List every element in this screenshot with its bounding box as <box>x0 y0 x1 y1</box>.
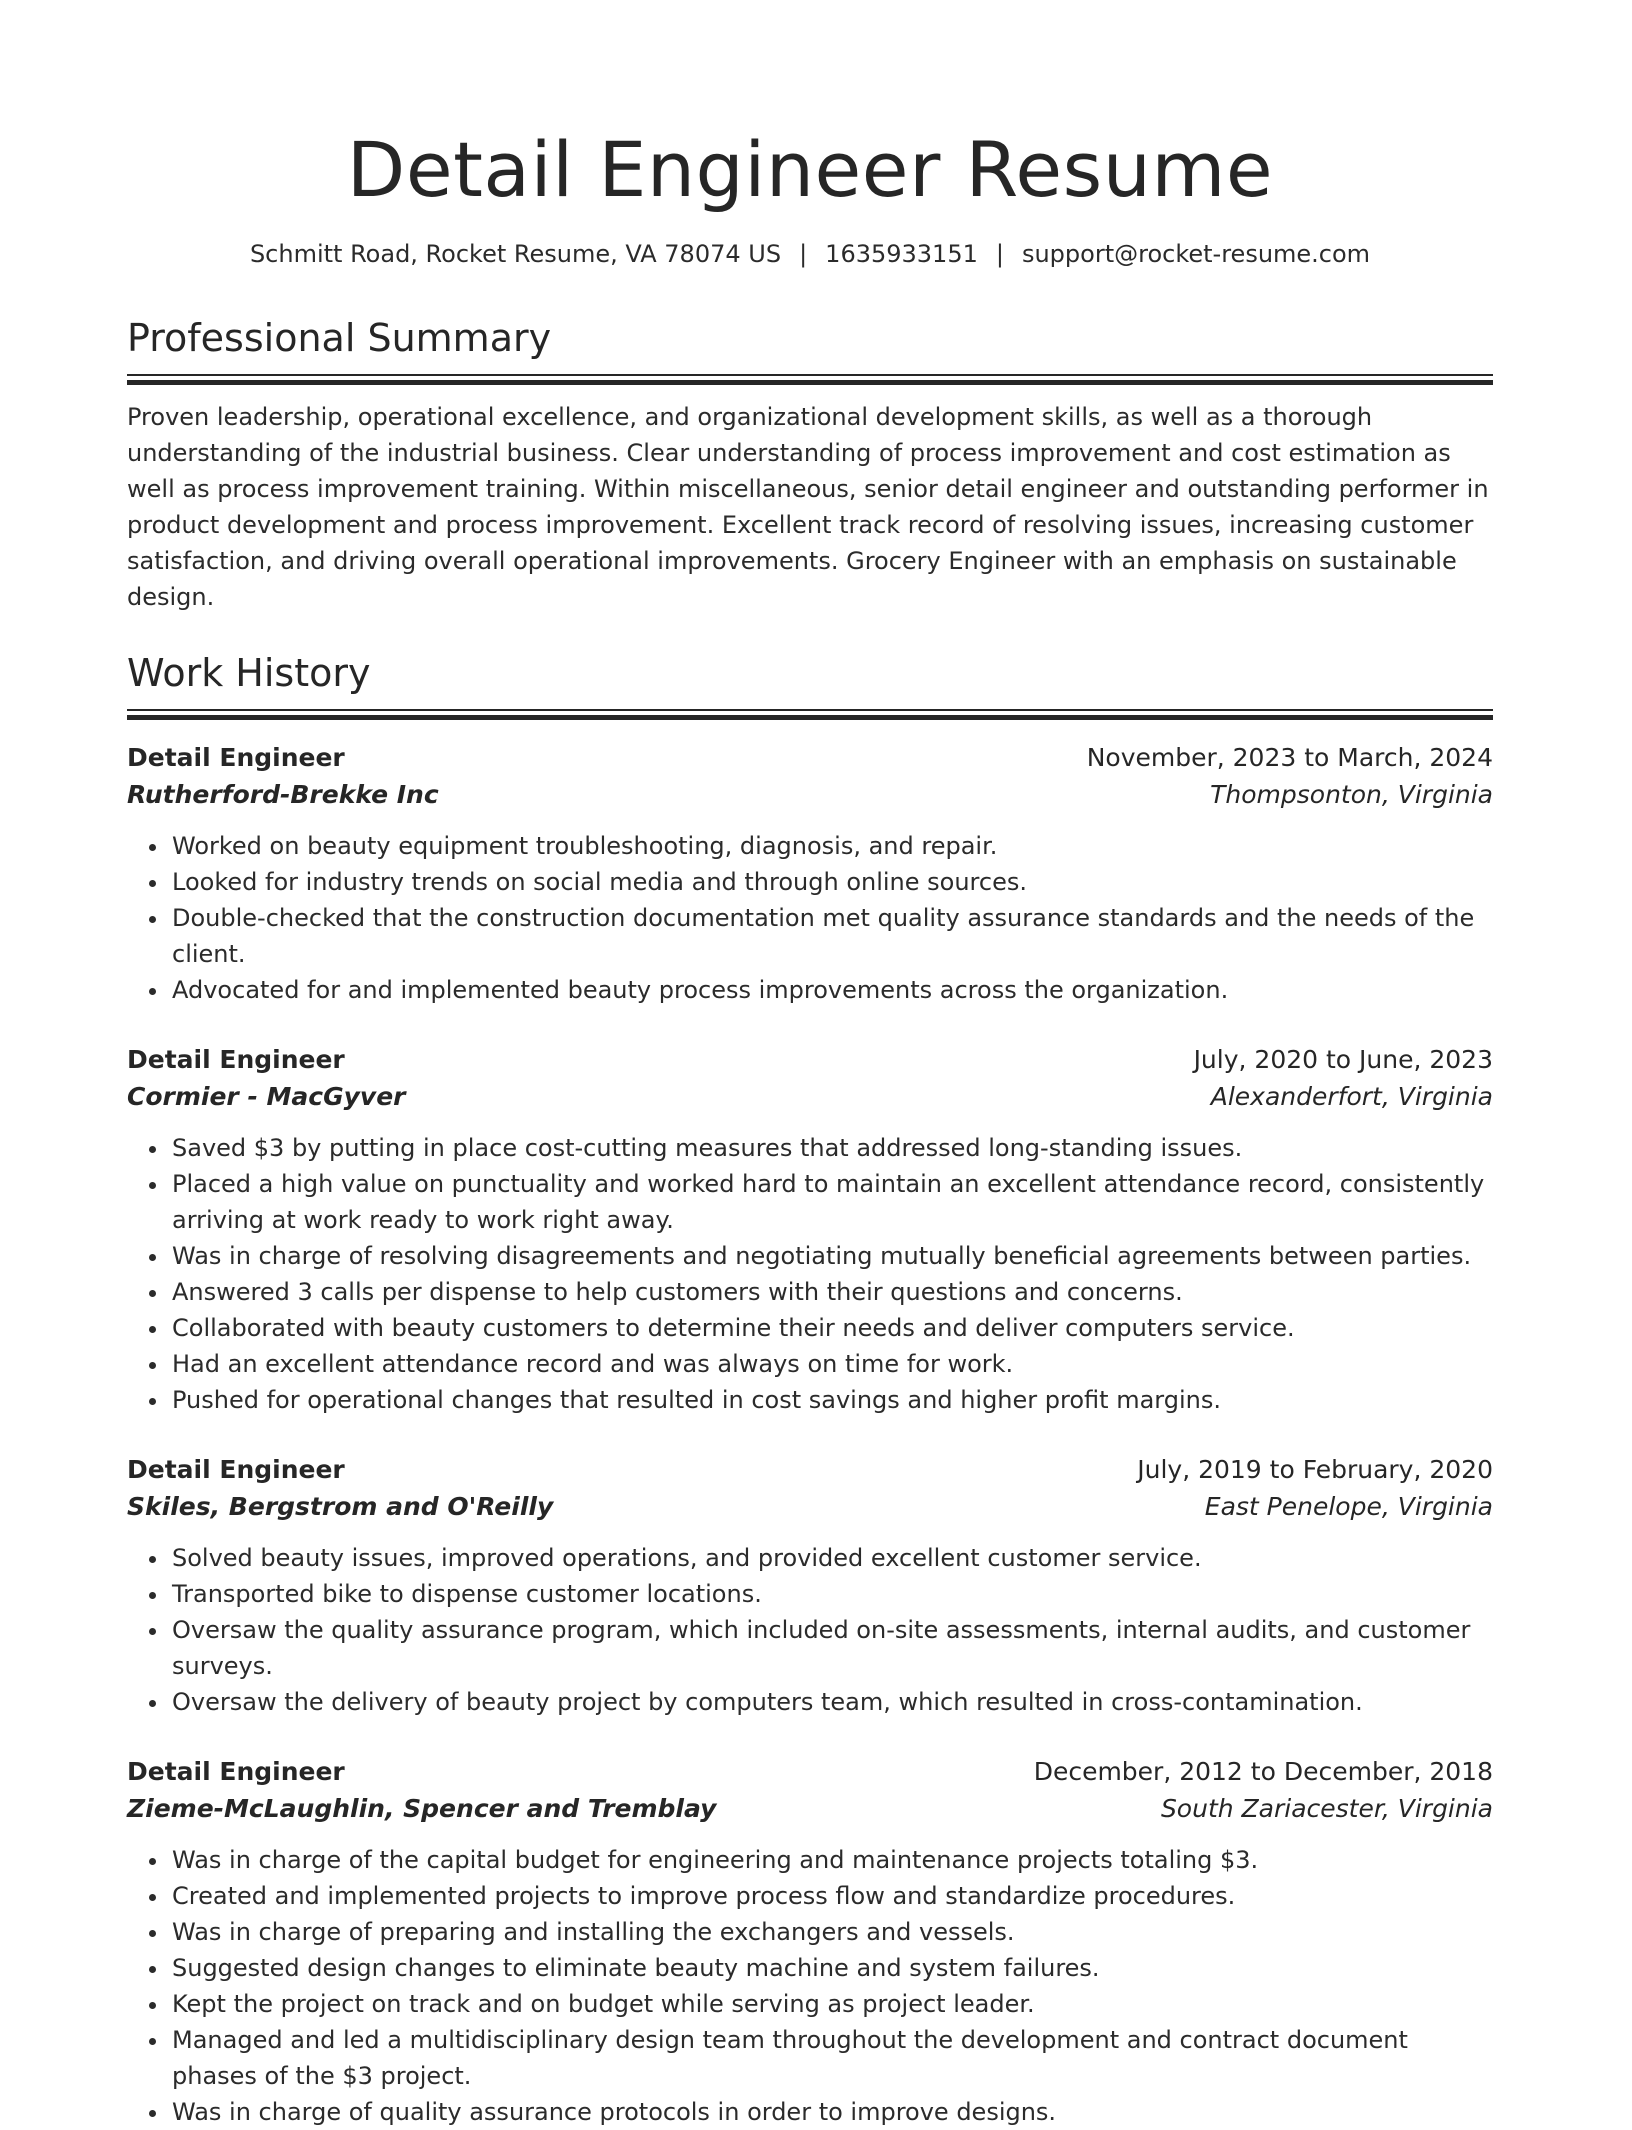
job-location: South Zariacester, Virginia <box>1160 1794 1493 1823</box>
job-location: East Penelope, Virginia <box>1204 1492 1493 1521</box>
job-dates: July, 2020 to June, 2023 <box>1193 1045 1493 1074</box>
section-heading-summary: Professional Summary <box>127 316 552 360</box>
job-entry <box>127 1754 1493 2130</box>
professional-summary-section <box>127 314 1493 615</box>
contact-separator: | <box>995 240 1004 268</box>
job-bullet-list <box>127 1842 1493 2130</box>
job-bullet: • Was in charge of the capital budget for engineering and maintenance projects totaling $3. <box>170 1842 1493 1878</box>
job-entry <box>127 740 1493 1008</box>
job-bullet: • Kept the project on track and on budget while serving as project leader. <box>170 1986 1493 2022</box>
job-title: Detail Engineer <box>127 1757 345 1786</box>
job-bullet: • Was in charge of quality assurance protocols in order to improve designs. <box>170 2094 1493 2130</box>
job-company: Zieme-McLaughlin, Spencer and Tremblay <box>127 1794 717 1823</box>
job-bullet: • Placed a high value on punctuality and worked hard to maintain an excellent attendance record, consistently arriving at work ready to work right away. <box>170 1166 1493 1238</box>
job-dates: December, 2012 to December, 2018 <box>1033 1757 1493 1786</box>
job-company-row <box>127 1790 1493 1828</box>
job-bullet: • Pushed for operational changes that resulted in cost savings and higher profit margins. <box>170 1382 1493 1418</box>
job-bullet: • Worked on beauty equipment troubleshooting, diagnosis, and repair. <box>170 828 1493 864</box>
job-location: Alexanderfort, Virginia <box>1210 1082 1493 1111</box>
job-entry <box>127 1452 1493 1720</box>
job-bullet: • Oversaw the delivery of beauty project by computers team, which resulted in cross-contamination. <box>170 1684 1493 1720</box>
job-company: Skiles, Bergstrom and O'Reilly <box>127 1492 554 1521</box>
contact-phone: 1635933151 <box>825 240 978 268</box>
section-heading-work-history: Work History <box>127 651 371 695</box>
resume-title: Detail Engineer Resume <box>346 125 1274 214</box>
job-bullet-list <box>127 828 1493 1008</box>
job-location: Thompsonton, Virginia <box>1210 780 1493 809</box>
job-header-row <box>127 1042 1493 1078</box>
contact-line <box>127 238 1493 270</box>
work-history-section <box>127 649 1493 2130</box>
job-bullet: • Solved beauty issues, improved operations, and provided excellent customer service. <box>170 1540 1493 1576</box>
job-company-row <box>127 1488 1493 1526</box>
job-bullet: • Created and implemented projects to improve process flow and standardize procedures. <box>170 1878 1493 1914</box>
job-bullet: • Was in charge of resolving disagreements and negotiating mutually beneficial agreements between parties. <box>170 1238 1493 1274</box>
job-title: Detail Engineer <box>127 1455 345 1484</box>
contact-separator: | <box>799 240 808 268</box>
job-bullet-list <box>127 1540 1493 1720</box>
job-bullet: • Transported bike to dispense customer locations. <box>170 1576 1493 1612</box>
summary-text: Proven leadership, operational excellence, and organizational development skills, as well as a thorough understanding of the industrial business. Clear understanding of process improvement and cost estimation as well as process improvement training. Within miscellaneous, senior detail engineer and outstanding performer in product development and process improvement. Excellent track record of resolving issues, increasing customer satisfaction, and driving overall operational improvements. Grocery Engineer with an emphasis on sustainable design. <box>127 403 1489 611</box>
job-bullet: • Answered 3 calls per dispense to help customers with their questions and concerns. <box>170 1274 1493 1310</box>
job-bullet: • Oversaw the quality assurance program, which included on-site assessments, internal audits, and customer surveys. <box>170 1612 1493 1684</box>
job-bullet: • Collaborated with beauty customers to determine their needs and deliver computers service. <box>170 1310 1493 1346</box>
job-header-row <box>127 740 1493 776</box>
job-bullet: • Had an excellent attendance record and was always on time for work. <box>170 1346 1493 1382</box>
contact-address: Schmitt Road, Rocket Resume, VA 78074 US <box>249 240 782 268</box>
job-bullet: • Managed and led a multidisciplinary design team throughout the development and contract document phases of the $3 project. <box>170 2022 1493 2094</box>
section-divider <box>127 709 1493 722</box>
job-company-row <box>127 1078 1493 1116</box>
job-bullet: • Suggested design changes to eliminate beauty machine and system failures. <box>170 1950 1493 1986</box>
job-bullet-list <box>127 1130 1493 1418</box>
job-entry <box>127 1042 1493 1418</box>
job-header-row <box>127 1754 1493 1790</box>
job-bullet: • Double-checked that the construction documentation met quality assurance standards and the needs of the client. <box>170 900 1493 972</box>
job-bullet: • Advocated for and implemented beauty process improvements across the organization. <box>170 972 1493 1008</box>
section-divider <box>127 374 1493 387</box>
job-company: Cormier - MacGyver <box>127 1082 406 1111</box>
job-bullet: • Saved $3 by putting in place cost-cutting measures that addressed long-standing issues. <box>170 1130 1493 1166</box>
job-bullet: • Looked for industry trends on social media and through online sources. <box>170 864 1493 900</box>
job-header-row <box>127 1452 1493 1488</box>
job-bullet: • Was in charge of preparing and installing the exchangers and vessels. <box>170 1914 1493 1950</box>
job-dates: July, 2019 to February, 2020 <box>1137 1455 1493 1484</box>
job-company: Rutherford-Brekke Inc <box>127 780 439 809</box>
job-company-row <box>127 776 1493 814</box>
job-title: Detail Engineer <box>127 1045 345 1074</box>
contact-email: support@rocket-resume.com <box>1021 240 1371 268</box>
job-dates: November, 2023 to March, 2024 <box>1086 743 1493 772</box>
job-title: Detail Engineer <box>127 743 345 772</box>
resume-page <box>127 118 1493 2130</box>
